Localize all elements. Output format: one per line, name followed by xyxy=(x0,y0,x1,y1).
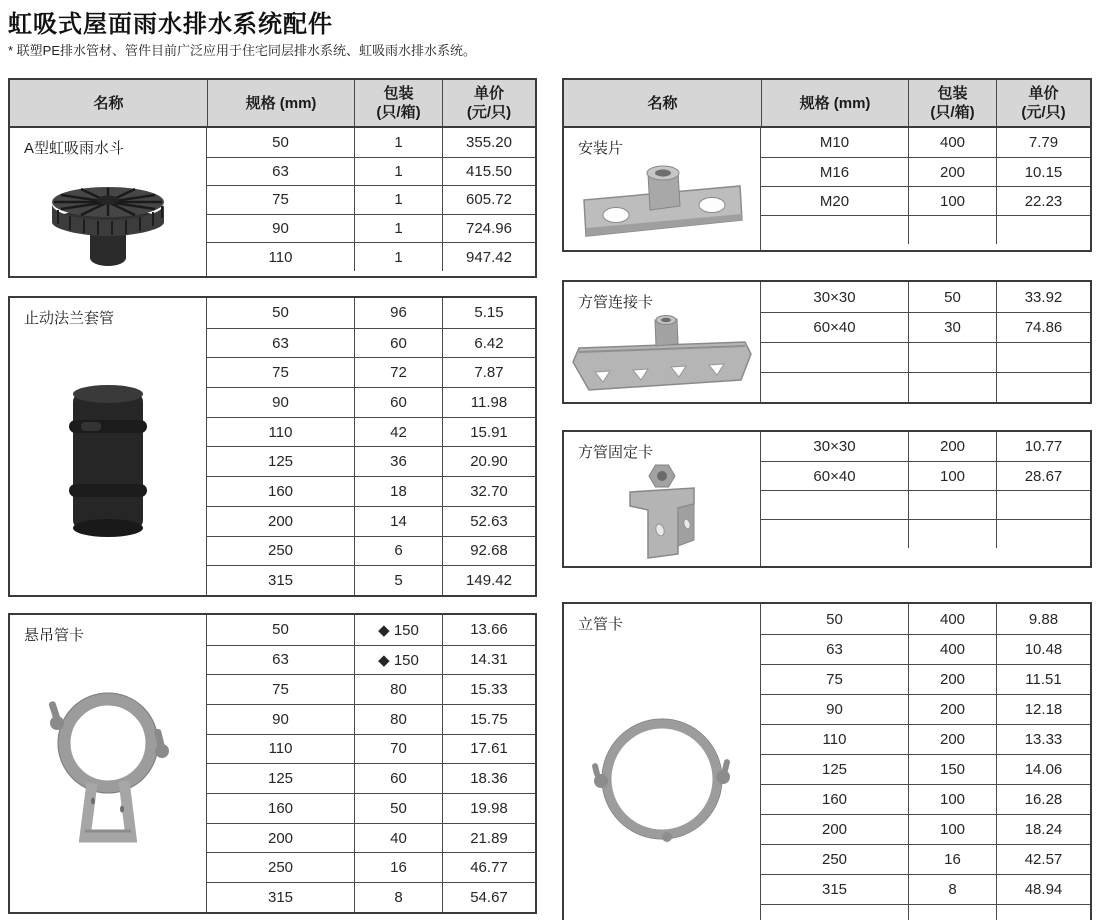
table-row xyxy=(761,128,1090,157)
header-pack: 包装 (只/箱) xyxy=(354,80,442,126)
pack-cell: 50 xyxy=(908,282,996,312)
pack-cell: 16 xyxy=(908,845,996,874)
pack-cell: 100 xyxy=(908,187,996,215)
spec-cell: 63 xyxy=(272,162,289,180)
price-cell: 48.94 xyxy=(996,875,1090,904)
product-name-cell xyxy=(564,282,761,402)
product-name-cell xyxy=(564,604,761,920)
a-type-siphonic-roof-drain-photo xyxy=(10,158,206,276)
spec-cell: 90 xyxy=(272,393,289,411)
table-row xyxy=(207,674,535,704)
pack-cell: 40 xyxy=(354,824,442,853)
table-row xyxy=(207,357,535,387)
spec-cell: 200 xyxy=(267,512,294,530)
spec-cell xyxy=(761,343,908,372)
table-mounting-plate xyxy=(562,78,1092,252)
price-cell: 724.96 xyxy=(442,215,535,243)
header-price: 单价 (元/只) xyxy=(996,80,1090,126)
product-name: 立管卡 xyxy=(578,616,624,633)
price-cell: 33.92 xyxy=(996,282,1090,312)
price-cell: 52.63 xyxy=(442,507,535,536)
price-cell: 13.33 xyxy=(996,725,1090,754)
spec-cell: 75 xyxy=(272,681,289,699)
table-row xyxy=(761,215,1090,244)
price-cell: 12.18 xyxy=(996,695,1090,724)
table-row xyxy=(761,372,1090,402)
product-name-cell xyxy=(10,128,207,276)
spec-cell: 200 xyxy=(267,829,294,847)
table-row xyxy=(207,476,535,506)
price-cell: 11.98 xyxy=(442,388,535,417)
left-column xyxy=(8,78,537,914)
spec-cell: 63 xyxy=(826,641,843,658)
spec-cell: M10 xyxy=(819,134,850,151)
spec-cell xyxy=(761,491,908,519)
table-header xyxy=(10,80,535,128)
price-cell: 13.66 xyxy=(442,615,535,645)
price-cell xyxy=(996,905,1090,920)
table-row xyxy=(207,734,535,764)
price-cell xyxy=(996,216,1090,244)
spec-cell: M16 xyxy=(819,163,850,181)
table-row xyxy=(761,784,1090,814)
spec-cell: 160 xyxy=(267,799,294,817)
spec-cell: 315 xyxy=(821,881,848,898)
page-subtitle: * 联塑PE排水管材、管件目前广泛应用于住宅同层排水系统、虹吸雨水排水系统。 xyxy=(8,43,477,58)
hanging-pipe-clamp-photo xyxy=(10,645,206,912)
pack-cell: 200 xyxy=(908,725,996,754)
price-cell: 18.24 xyxy=(996,815,1090,844)
product-name: 止动法兰套管 xyxy=(24,310,115,327)
pack-cell: 100 xyxy=(908,462,996,490)
header-spec: 规格 (mm) xyxy=(761,80,908,126)
pack-cell: 100 xyxy=(908,785,996,814)
price-cell: 14.06 xyxy=(996,755,1090,784)
right-column xyxy=(562,78,1092,920)
table-row xyxy=(761,519,1090,548)
table-square-pipe-fixing-clamp xyxy=(562,430,1092,568)
pack-cell: 400 xyxy=(908,128,996,157)
spec-cell: 315 xyxy=(267,888,294,906)
spec-cell: 50 xyxy=(826,610,843,628)
price-cell: 415.50 xyxy=(442,158,535,186)
price-cell: 6.42 xyxy=(442,329,535,358)
pack-cell xyxy=(908,373,996,402)
table-row xyxy=(207,793,535,823)
pack-cell xyxy=(908,491,996,519)
table-header xyxy=(564,80,1090,128)
header-name: 名称 xyxy=(647,94,678,112)
pack-cell: 80 xyxy=(354,705,442,734)
price-cell: 14.31 xyxy=(442,646,535,675)
table-row xyxy=(207,185,535,214)
riser-pipe-clamp-photo xyxy=(564,634,760,920)
pack-cell: 8 xyxy=(354,883,442,912)
table-row xyxy=(207,446,535,476)
pack-cell xyxy=(908,216,996,244)
price-cell: 22.23 xyxy=(996,187,1090,215)
table-a-type-siphonic-roof-drain xyxy=(8,78,537,278)
product-name: 安装片 xyxy=(578,140,624,157)
spec-cell: 125 xyxy=(821,761,848,778)
spec-cell: 110 xyxy=(268,423,293,441)
price-cell: 15.75 xyxy=(442,705,535,734)
price-cell xyxy=(996,373,1090,402)
spec-cell: 63 xyxy=(272,651,289,669)
spec-cell: 110 xyxy=(822,731,847,748)
pack-cell: 18 xyxy=(354,477,442,506)
table-row xyxy=(761,904,1090,920)
pack-cell: 1 xyxy=(354,158,442,186)
price-cell: 74.86 xyxy=(996,313,1090,342)
spec-cell: 75 xyxy=(272,364,289,382)
spec-cell xyxy=(761,373,908,402)
spec-cell: 315 xyxy=(267,572,294,590)
spec-cell: 250 xyxy=(267,859,294,877)
price-cell: 42.57 xyxy=(996,845,1090,874)
table-row xyxy=(207,852,535,882)
pack-cell: 400 xyxy=(908,635,996,664)
spec-cell: 250 xyxy=(821,851,848,868)
price-cell: 15.33 xyxy=(442,675,535,704)
spec-cell: 200 xyxy=(821,821,848,838)
header-name: 名称 xyxy=(93,94,124,112)
pack-cell: 70 xyxy=(354,735,442,764)
spec-cell: M20 xyxy=(819,192,850,210)
spec-cell: 60×40 xyxy=(813,319,856,336)
table-row xyxy=(207,536,535,566)
spec-cell: 50 xyxy=(272,621,289,639)
pack-cell: 96 xyxy=(354,298,442,328)
pack-cell xyxy=(908,343,996,372)
price-cell xyxy=(996,491,1090,519)
product-name: 方管连接卡 xyxy=(578,294,654,311)
table-row xyxy=(761,461,1090,490)
table-row xyxy=(761,694,1090,724)
price-cell: 16.28 xyxy=(996,785,1090,814)
table-row xyxy=(761,157,1090,186)
price-cell: 54.67 xyxy=(442,883,535,912)
pack-cell: 50 xyxy=(354,794,442,823)
table-row xyxy=(207,506,535,536)
price-cell: 355.20 xyxy=(442,128,535,157)
product-name-cell xyxy=(564,128,761,250)
price-cell: 10.77 xyxy=(996,432,1090,461)
table-row xyxy=(207,128,535,157)
pack-cell: 5 xyxy=(354,566,442,595)
table-row xyxy=(761,754,1090,784)
spec-cell xyxy=(761,905,908,920)
table-row xyxy=(207,242,535,271)
product-name-cell xyxy=(564,432,761,566)
table-stop-flange-sleeve xyxy=(8,296,537,597)
spec-cell: 160 xyxy=(267,482,294,500)
pack-cell: 1 xyxy=(354,128,442,157)
pack-cell: 6 xyxy=(354,537,442,566)
pack-cell: ◆ 150 xyxy=(354,646,442,675)
table-row xyxy=(207,157,535,186)
pack-cell: ◆ 150 xyxy=(354,615,442,645)
table-square-pipe-connecting-clamp xyxy=(562,280,1092,404)
table-row xyxy=(761,634,1090,664)
pack-cell: 200 xyxy=(908,158,996,186)
spec-cell: 110 xyxy=(268,740,293,758)
table-row xyxy=(761,490,1090,519)
pack-cell: 100 xyxy=(908,815,996,844)
table-row xyxy=(207,565,535,595)
square-pipe-fixing-clamp-photo xyxy=(564,462,760,566)
table-row xyxy=(761,312,1090,342)
square-pipe-connecting-clamp-photo xyxy=(564,312,760,402)
product-name-cell xyxy=(10,615,207,912)
table-row xyxy=(761,282,1090,312)
pack-cell: 200 xyxy=(908,695,996,724)
pack-cell: 200 xyxy=(908,432,996,461)
pack-cell: 60 xyxy=(354,764,442,793)
price-cell: 20.90 xyxy=(442,447,535,476)
price-cell: 10.48 xyxy=(996,635,1090,664)
spec-cell: 250 xyxy=(267,542,294,560)
table-row xyxy=(761,664,1090,694)
spec-cell: 110 xyxy=(268,248,293,266)
spec-cell: 90 xyxy=(272,710,289,728)
price-cell: 46.77 xyxy=(442,853,535,882)
pack-cell: 1 xyxy=(354,243,442,271)
spec-cell: 30×30 xyxy=(813,288,856,306)
pack-cell: 200 xyxy=(908,665,996,694)
table-row xyxy=(207,704,535,734)
table-row xyxy=(761,724,1090,754)
price-cell: 19.98 xyxy=(442,794,535,823)
table-row xyxy=(207,645,535,675)
pack-cell: 1 xyxy=(354,186,442,214)
price-cell: 7.79 xyxy=(996,128,1090,157)
table-hanging-pipe-clamp xyxy=(8,613,537,914)
table-row xyxy=(207,328,535,358)
table-row xyxy=(761,432,1090,461)
table-row xyxy=(207,298,535,328)
pack-cell: 8 xyxy=(908,875,996,904)
price-cell: 5.15 xyxy=(442,298,535,328)
table-row xyxy=(761,186,1090,215)
spec-cell: 75 xyxy=(272,191,289,209)
table-row xyxy=(207,882,535,912)
header-spec: 规格 (mm) xyxy=(207,80,354,126)
spec-cell: 90 xyxy=(272,220,289,238)
table-row xyxy=(761,844,1090,874)
pack-cell: 60 xyxy=(354,329,442,358)
header-price: 单价 (元/只) xyxy=(442,80,535,126)
pack-cell: 14 xyxy=(354,507,442,536)
page-title: 虹吸式屋面雨水排水系统配件 xyxy=(8,11,333,38)
pack-cell: 150 xyxy=(908,755,996,784)
spec-cell: 75 xyxy=(826,671,843,688)
pack-cell: 60 xyxy=(354,388,442,417)
price-cell: 9.88 xyxy=(996,604,1090,634)
spec-cell: 160 xyxy=(821,791,848,808)
product-name-cell xyxy=(10,298,207,595)
price-cell: 15.91 xyxy=(442,418,535,447)
pack-cell: 30 xyxy=(908,313,996,342)
mounting-plate-photo xyxy=(564,158,760,250)
price-cell: 947.42 xyxy=(442,243,535,271)
pack-cell: 400 xyxy=(908,604,996,634)
table-row xyxy=(761,342,1090,372)
price-cell: 10.15 xyxy=(996,158,1090,186)
table-row xyxy=(207,214,535,243)
spec-cell: 63 xyxy=(272,334,289,352)
price-cell: 18.36 xyxy=(442,764,535,793)
pack-cell: 42 xyxy=(354,418,442,447)
spec-cell: 60×40 xyxy=(813,467,856,485)
table-row xyxy=(207,615,535,645)
table-row xyxy=(761,814,1090,844)
price-cell: 92.68 xyxy=(442,537,535,566)
pack-cell: 72 xyxy=(354,358,442,387)
pack-cell: 80 xyxy=(354,675,442,704)
price-cell: 21.89 xyxy=(442,824,535,853)
pack-cell: 16 xyxy=(354,853,442,882)
pack-cell: 1 xyxy=(354,215,442,243)
price-cell: 11.51 xyxy=(996,665,1090,694)
spec-cell: 30×30 xyxy=(813,438,856,455)
price-cell: 17.61 xyxy=(442,735,535,764)
header-pack: 包装 (只/箱) xyxy=(908,80,996,126)
pack-cell xyxy=(908,905,996,920)
price-cell xyxy=(996,343,1090,372)
price-cell: 7.87 xyxy=(442,358,535,387)
table-row xyxy=(207,417,535,447)
product-name: A型虹吸雨水斗 xyxy=(24,140,125,157)
product-name: 方管固定卡 xyxy=(578,444,654,461)
product-name: 悬吊管卡 xyxy=(24,626,85,644)
spec-cell: 125 xyxy=(267,453,294,471)
price-cell xyxy=(996,520,1090,548)
table-row xyxy=(207,823,535,853)
spec-cell: 90 xyxy=(826,701,843,718)
stop-flange-sleeve-photo xyxy=(10,328,206,595)
spec-cell xyxy=(761,216,908,244)
spec-cell xyxy=(761,520,908,548)
price-cell: 149.42 xyxy=(442,566,535,595)
price-cell: 28.67 xyxy=(996,462,1090,490)
table-row xyxy=(761,874,1090,904)
spec-cell: 50 xyxy=(272,304,289,322)
table-row xyxy=(207,387,535,417)
spec-cell: 125 xyxy=(267,770,294,788)
price-cell: 32.70 xyxy=(442,477,535,506)
price-cell: 605.72 xyxy=(442,186,535,214)
table-riser-pipe-clamp xyxy=(562,602,1092,920)
pack-cell xyxy=(908,520,996,548)
pack-cell: 36 xyxy=(354,447,442,476)
table-row xyxy=(761,604,1090,634)
table-row xyxy=(207,763,535,793)
spec-cell: 50 xyxy=(272,133,289,151)
